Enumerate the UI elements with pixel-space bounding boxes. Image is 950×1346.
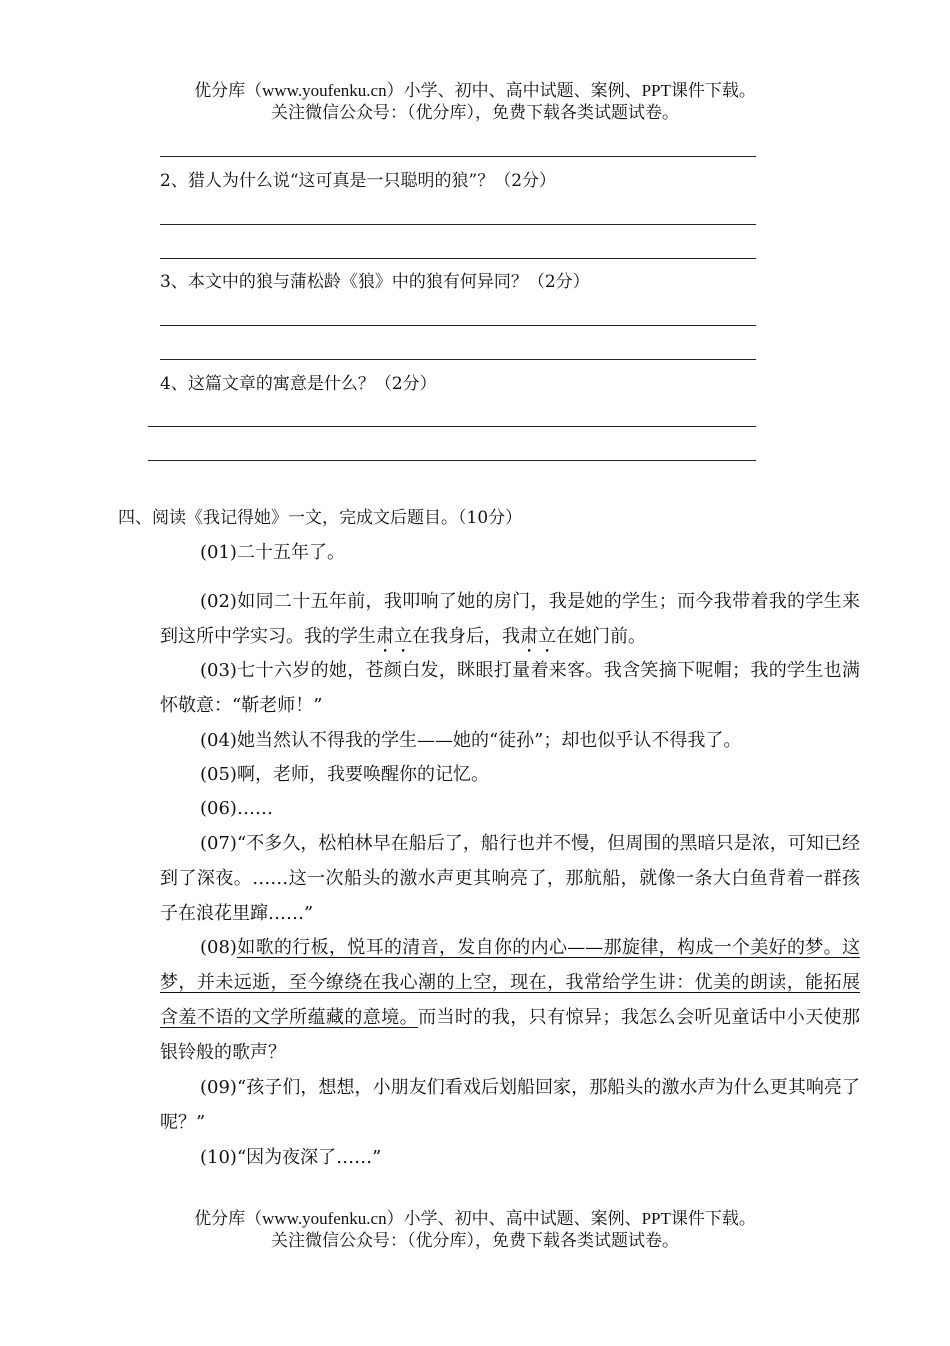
paragraph-06: (06)…… xyxy=(200,798,273,819)
footer-line-1: 优分库（www.youfenku.cn）小学、初中、高中试题、案例、PPT课件下载。 xyxy=(194,1209,756,1228)
paragraph-10: (10)“因为夜深了……” xyxy=(200,1147,382,1168)
answer-line xyxy=(160,258,756,259)
header-line-1: 优分库（www.youfenku.cn）小学、初中、高中试题、案例、PPT课件下载。 xyxy=(194,81,756,100)
paragraph-05: (05)啊，老师，我要唤醒你的记忆。 xyxy=(200,764,489,785)
emphasis-word-2: 肃立 xyxy=(520,626,556,647)
question-4: 4、这篇文章的寓意是什么？（2分） xyxy=(160,374,437,394)
answer-line xyxy=(148,460,756,461)
paragraph-01: (01)二十五年了。 xyxy=(200,542,345,563)
question-2: 2、猎人为什么说“这可真是一只聪明的狼”？（2分） xyxy=(160,171,557,191)
page-footer xyxy=(0,1208,950,1252)
paragraph-02-part-a: (02)如同二十五年前，我叩响了她的房门，我是她的学生；而今我带着我的学生来到这所中学实习。我的学生 xyxy=(160,591,860,647)
paragraph-08 xyxy=(160,930,860,1070)
paragraph-07: (07)“不多久，松柏林早在船后了，船行也并不慢，但周围的黑暗只是浓，可知已经到了深夜。……这一次船头的激水声更其响亮了，那航船，就像一条大白鱼背着一群孩子在浪花里蹿……” xyxy=(160,833,860,924)
answer-line xyxy=(160,156,756,157)
answer-line xyxy=(160,224,756,225)
answer-line xyxy=(148,426,756,427)
paragraph-02 xyxy=(160,584,860,657)
underlined-passage: 如歌的行板，悦耳的清音，发自你的内心——那旋律，构成一个美好的梦。这梦，并未远逝，至今缭绕在我心潮的上空，现在，我常给学生讲：优美的朗读，能拓展含羞不语的文学所蕴藏的意境。 xyxy=(160,937,860,1028)
emphasis-word-1: 肃立 xyxy=(376,626,412,647)
paragraph-04: (04)她当然认不得我的学生——她的“徒孙”；却也似乎认不得我了。 xyxy=(200,730,742,751)
paragraph-03: (03)七十六岁的她，苍颜白发，眯眼打量着来客。我含笑摘下呢帽；我的学生也满怀敬意：“靳老师！” xyxy=(160,660,860,716)
header-line-2: 关注微信公众号：（优分库），免费下载各类试题试卷。 xyxy=(271,103,679,123)
question-3: 3、本文中的狼与蒲松龄《狼》中的狼有何异同？（2分） xyxy=(160,272,590,292)
paragraph-02-part-b: 在我身后，我 xyxy=(412,626,520,647)
paragraph-02-part-c: 在她门前。 xyxy=(556,626,646,647)
answer-line xyxy=(160,325,756,326)
paragraph-08-prefix: (08) xyxy=(200,937,237,958)
footer-line-2: 关注微信公众号：（优分库），免费下载各类试题试卷。 xyxy=(271,1231,679,1251)
section-4-title: 四、阅读《我记得她》一文，完成文后题目。（10分） xyxy=(118,508,523,528)
page-header xyxy=(0,80,950,124)
paragraph-08-rest: 而当时的我，只有惊异；我怎么会听见童话中小天使那银铃般的歌声？ xyxy=(160,1007,861,1063)
answer-line xyxy=(160,359,756,360)
paragraph-09: (09)“孩子们，想想，小朋友们看戏后划船回家，那船头的激水声为什么更其响亮了呢？” xyxy=(160,1077,860,1133)
